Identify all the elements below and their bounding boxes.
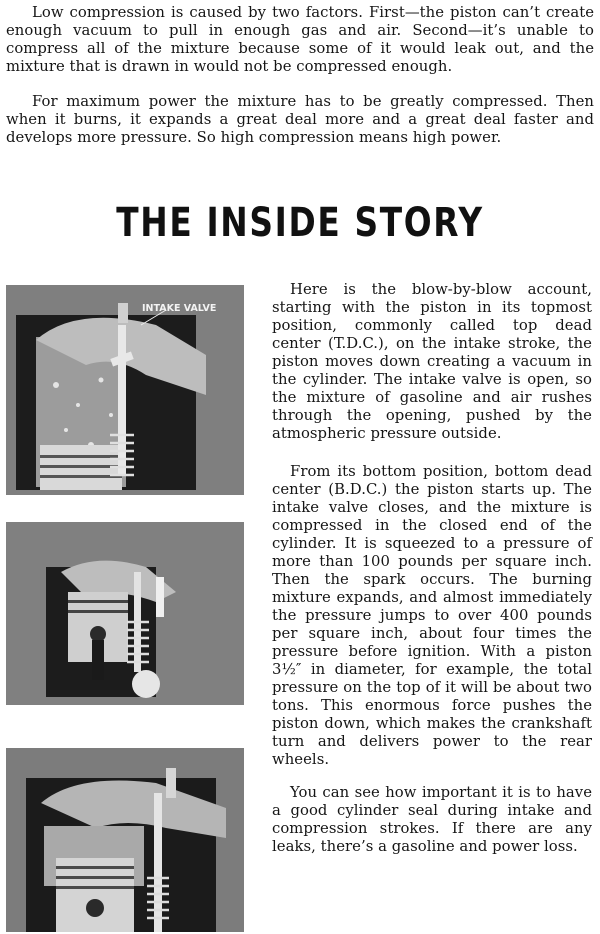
paragraph-intake-stroke: Here is the blow-by-blow account, starting with the piston in its topmost position, commonly called top dead center (T.D.C.), on the intake stroke, the piston moves down creating a vacuum in the cylinder. The intake valve is open, so the mixture of gasoline and air rushes through the opening, pushed by the atmospheric pressure outside. bbox=[272, 281, 592, 442]
paragraph-cylinder-seal: You can see how important it is to have a good cylinder seal during intake and compression strokes. If there are any leaks, there’s a gasoline and power loss. bbox=[272, 784, 592, 855]
section-heading: THE INSIDE STORY bbox=[116, 200, 484, 246]
paragraph-low-compression: Low compression is caused by two factors. First—the piston can’t create enough vacuum to pull in enough gas and air. Second—it’s unable to compress all of the mixture because some of it would leak out, and the mixture that is drawn in would not be compressed enough. bbox=[6, 4, 594, 75]
paragraph-compression-stroke: From its bottom position, bottom dead center (B.D.C.) the piston starts up. The intake valve closes, and the mixture is compressed in the closed end of the cylinder. It is squeezed to a pressure of more than 100 pounds per square inch. Then the spark occurs. The burning mixture expands, and almost immediately the pressure jumps to over 400 pounds per square inch, about four times the pressure before ignition. With a piston 3½″ in diameter, for example, the total pressure on the top of it will be about two tons. This enormous force pushes the piston down, which makes the crankshaft turn and delivers power to the rear wheels. bbox=[272, 463, 592, 768]
power-stroke-illustration bbox=[6, 748, 244, 932]
compression-stroke-illustration bbox=[6, 522, 244, 705]
intake-stroke-illustration bbox=[6, 285, 244, 495]
paragraph-maximum-power: For maximum power the mixture has to be greatly compressed. Then when it burns, it expands a great deal more and a great deal faster and develops more pressure. So high compression means high power. bbox=[6, 93, 594, 146]
intake-valve-label: INTAKE VALVE bbox=[142, 303, 217, 314]
